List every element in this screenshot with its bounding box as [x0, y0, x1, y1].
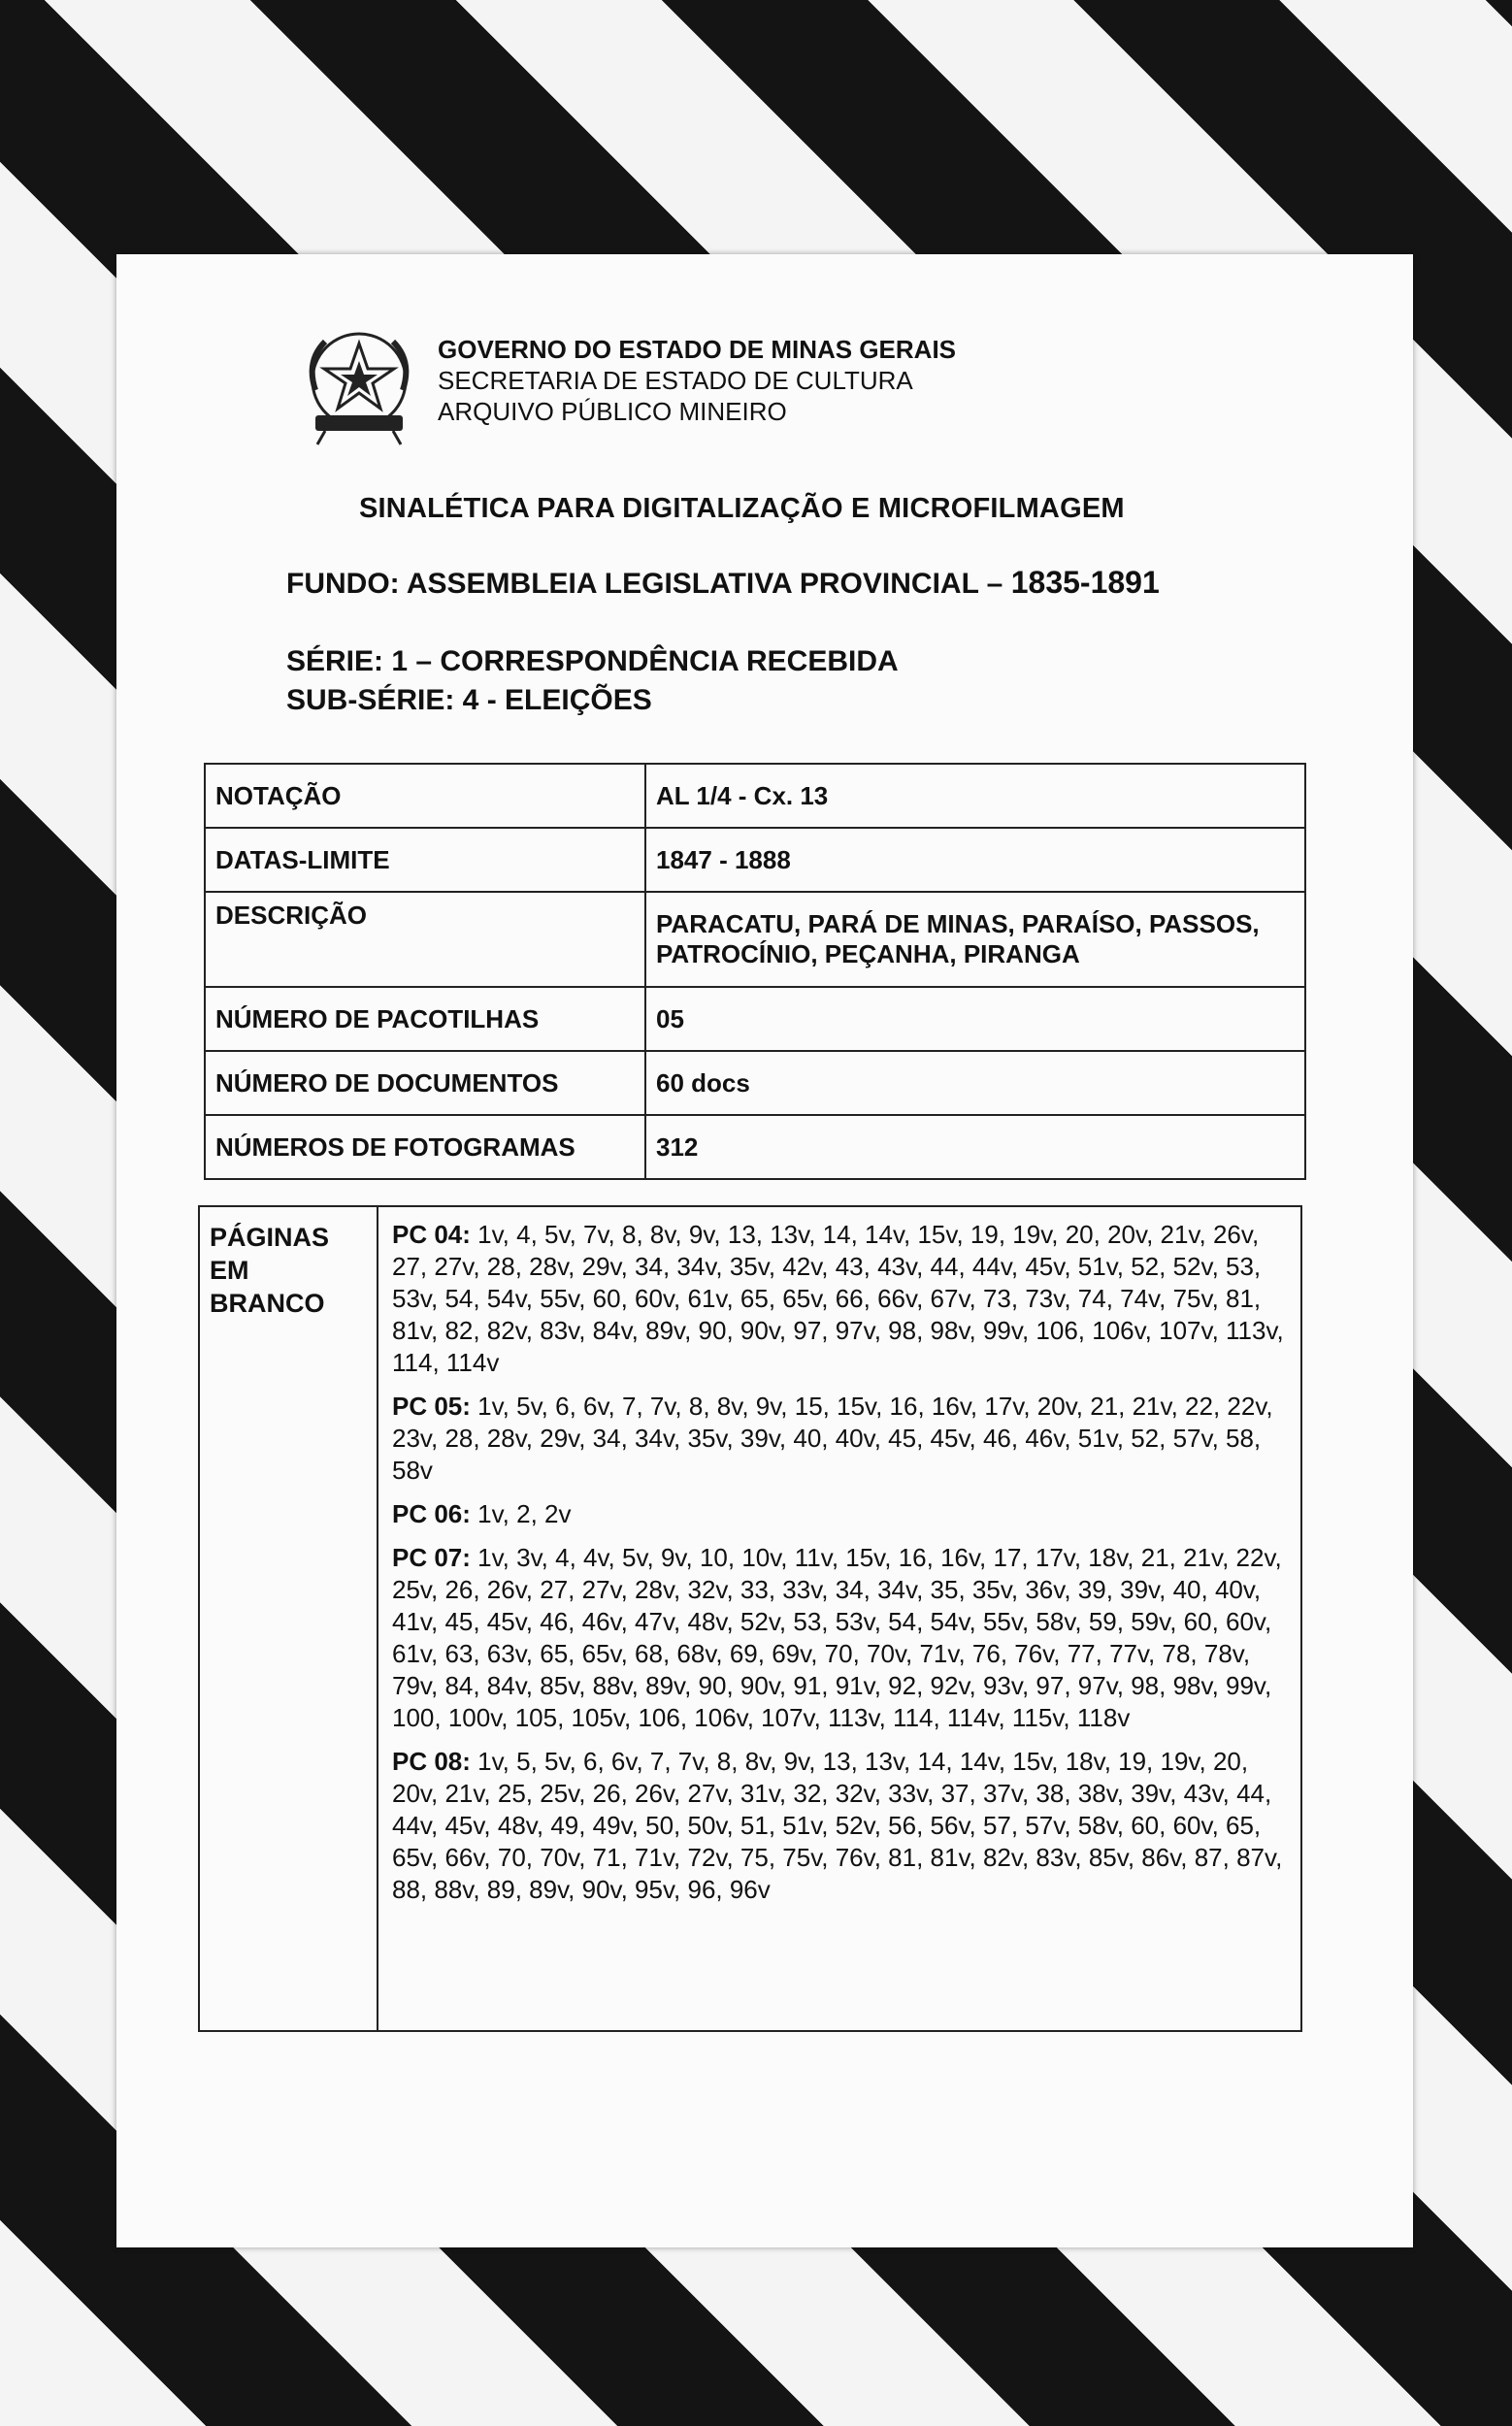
document-title: SINALÉTICA PARA DIGITALIZAÇÃO E MICROFILMAGEM	[359, 493, 1125, 524]
blank-pages-label: PÁGINAS EM BRANCO	[200, 1207, 378, 2030]
field-value: 60 docs	[645, 1051, 1305, 1115]
pc-id: PC 08:	[392, 1747, 471, 1776]
table-row	[205, 892, 1305, 987]
field-label: DATAS-LIMITE	[205, 828, 645, 892]
pc-pages: 1v, 5, 5v, 6, 6v, 7, 7v, 8, 8v, 9v, 13, 13v, 14, 14v, 15v, 18v, 19, 19v, 20, 20v, 21v, 25, 25v, 26, 26v, 27v, 31v, 32, 32v, 33v, 37, 37v, 38, 38v, 39v, 43v, 44, 44v, 45v, 48v, 49, 49v, 50, 50v, 51, 51v, 52v, 56, 56v, 57, 57v, 58v, 60, 60v, 65, 65v, 66v, 70, 70v, 71, 71v, 72v, 75, 75v, 76v, 81, 81v, 82v, 83v, 85v, 86v, 87, 87v, 88, 88v, 89, 89v, 90v, 95v, 96, 96v	[392, 1747, 1283, 1904]
list-item	[392, 1219, 1291, 1379]
document-sheet	[116, 254, 1413, 2247]
field-label: NÚMERO DE DOCUMENTOS	[205, 1051, 645, 1115]
fundo-text: FUNDO: ASSEMBLEIA LEGISLATIVA PROVINCIAL –	[286, 568, 1003, 600]
blank-pages-list	[378, 1207, 1300, 2030]
field-label: NÚMEROS DE FOTOGRAMAS	[205, 1115, 645, 1179]
field-value: 1847 - 1888	[645, 828, 1305, 892]
fundo-line	[286, 565, 1160, 601]
field-value: AL 1/4 - Cx. 13	[645, 764, 1305, 828]
list-item	[392, 1746, 1291, 1906]
table-row	[205, 987, 1305, 1051]
field-label: NOTAÇÃO	[205, 764, 645, 828]
field-label: NÚMERO DE PACOTILHAS	[205, 987, 645, 1051]
subserie-text: SUB-SÉRIE: 4 - ELEIÇÕES	[286, 684, 652, 716]
pc-pages: 1v, 5v, 6, 6v, 7, 7v, 8, 8v, 9v, 15, 15v, 16, 16v, 17v, 20v, 21, 21v, 22, 22v, 23v, 28, 28v, 29v, 34, 34v, 35v, 39v, 40, 40v, 45, 45v, 46, 46v, 51v, 52, 57v, 58, 58v	[392, 1392, 1273, 1485]
table-row	[205, 1115, 1305, 1179]
secretariat-name: SECRETARIA DE ESTADO DE CULTURA	[438, 366, 913, 395]
pc-id: PC 05:	[392, 1392, 471, 1421]
table-row	[205, 1051, 1305, 1115]
coat-of-arms-icon	[296, 322, 422, 448]
pc-id: PC 06:	[392, 1499, 471, 1528]
metadata-table	[204, 763, 1306, 1180]
government-name: GOVERNO DO ESTADO DE MINAS GERAIS	[438, 335, 957, 364]
serie-text: SÉRIE: 1 – CORRESPONDÊNCIA RECEBIDA	[286, 645, 899, 677]
pc-id: PC 04:	[392, 1220, 471, 1249]
field-value: PARACATU, PARÁ DE MINAS, PARAÍSO, PASSOS, PATROCÍNIO, PEÇANHA, PIRANGA	[645, 892, 1305, 987]
field-label: DESCRIÇÃO	[205, 892, 645, 987]
list-item	[392, 1498, 1291, 1530]
pc-id: PC 07:	[392, 1543, 471, 1572]
pc-pages: 1v, 3v, 4, 4v, 5v, 9v, 10, 10v, 11v, 15v, 16, 16v, 17, 17v, 18v, 21, 21v, 22v, 25v, 26, 26v, 27, 27v, 28v, 32v, 33, 33v, 34, 34v, 35, 35v, 36v, 39, 39v, 40, 40v, 41v, 45, 45v, 46, 46v, 47v, 48v, 52v, 53, 53v, 54, 54v, 55v, 58v, 59, 59v, 60, 60v, 61v, 63, 63v, 65, 65v, 68, 68v, 69, 69v, 70, 70v, 71v, 76, 76v, 77, 77v, 78, 78v, 79v, 84, 84v, 85v, 88v, 89v, 90, 90v, 91, 91v, 92, 92v, 93v, 97, 97v, 98, 98v, 99v, 100, 100v, 105, 105v, 106, 106v, 107v, 113v, 114, 114v, 115v, 118v	[392, 1543, 1282, 1732]
pc-pages: 1v, 4, 5v, 7v, 8, 8v, 9v, 13, 13v, 14, 14v, 15v, 19, 19v, 20, 20v, 21v, 26v, 27, 27v, 28, 28v, 29v, 34, 34v, 35v, 42v, 43, 43v, 44, 44v, 45v, 51v, 52, 52v, 53, 53v, 54, 54v, 55v, 60, 60v, 61v, 65, 65v, 66, 66v, 67v, 73, 73v, 74, 74v, 75v, 81, 81v, 82, 82v, 83v, 84v, 89v, 90, 90v, 97, 97v, 98, 98v, 99v, 106, 106v, 107v, 113v, 114, 114v	[392, 1220, 1284, 1377]
table-row	[205, 828, 1305, 892]
header	[296, 322, 956, 448]
archive-name: ARQUIVO PÚBLICO MINEIRO	[438, 397, 787, 426]
blank-pages-box	[198, 1205, 1302, 2032]
list-item	[392, 1542, 1291, 1734]
list-item	[392, 1391, 1291, 1487]
pc-pages: 1v, 2, 2v	[477, 1499, 572, 1528]
serie-block	[286, 642, 899, 720]
table-row	[205, 764, 1305, 828]
fundo-years: 1835-1891	[1010, 565, 1160, 600]
field-value: 312	[645, 1115, 1305, 1179]
field-value: 05	[645, 987, 1305, 1051]
institution-block	[438, 322, 956, 427]
